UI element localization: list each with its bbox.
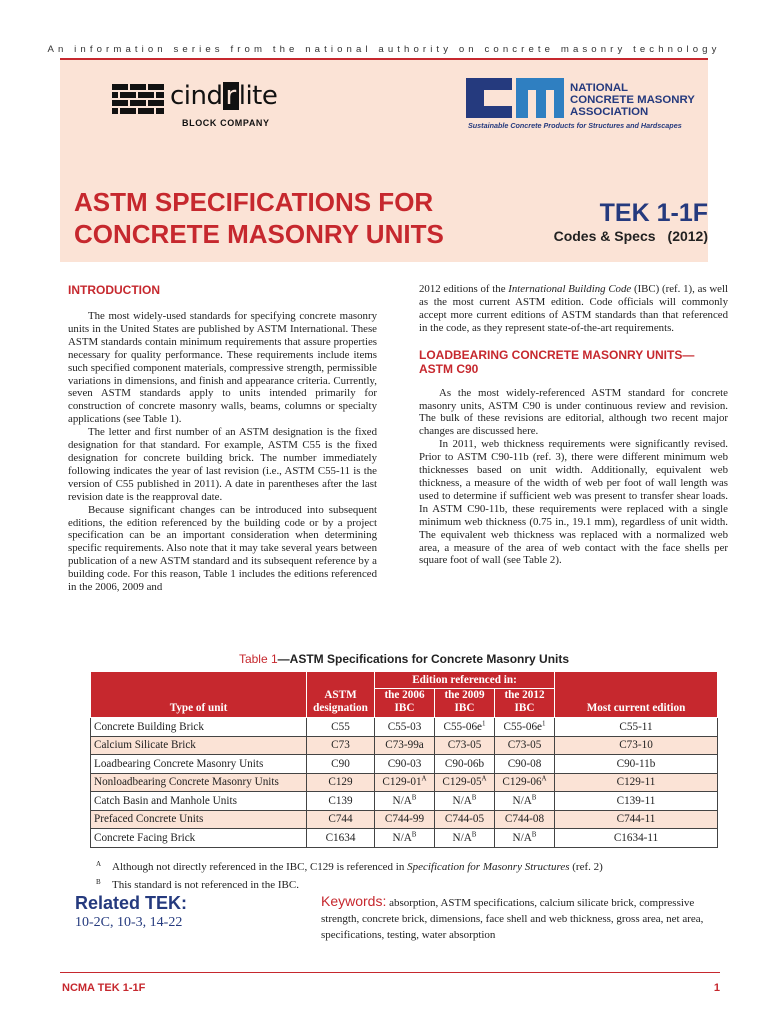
table-row — [91, 792, 718, 811]
ncma-name: NATIONAL CONCRETE MASONRY ASSOCIATION — [570, 82, 695, 118]
cell-current: C1634-11 — [555, 829, 718, 848]
paragraph: 2012 editions of the International Building Code (IBC) (ref. 1), as well as the most current ASTM edition. Code officials will commonly accept more current editions of ASTM standards than that referenced in the code, as they represent state-of-the-art requirements. — [419, 283, 729, 334]
cell-ibc-2006: $N/A^B$ — [375, 792, 435, 811]
header-current: Most current edition — [555, 672, 718, 718]
paragraph: In 2011, web thickness requirements were significantly revised. Prior to ASTM C90-11b (ref. 3), there were different minimum web thicknesses based on unit width. Additionally, equivalent web thickness, a measure of the width of web per foot of wall length was used to determine if sufficient web was present to transfer shear loads. In ASTM C90-11b, these requirements were replaced with a single minimum web thickness (0.75 in., 19.1 mm), regardless of unit width. The equivalent web thickness was replaced with a normalized web area, a measure of the area of web contact with the face shells per square foot of wall (see Table 2). — [419, 438, 728, 567]
cell-astm: C90 — [307, 755, 375, 774]
cell-ibc-2006: C73-99a — [375, 736, 435, 755]
footer-doc-id: NCMA TEK 1-1F — [62, 982, 146, 994]
tek-number: TEK 1-1F — [599, 199, 708, 227]
cell-ibc-2009: C744-05 — [435, 810, 495, 829]
loadbearing-heading: LOADBEARING CONCRETE MASONRY UNITS— ASTM C90 — [419, 347, 695, 376]
related-tek-list[interactable]: 10-2C, 10-3, 14-22 — [75, 915, 183, 930]
footnote: B This standard is not referenced in the IBC. — [96, 878, 299, 891]
header-banner — [60, 58, 708, 262]
cindrlite-wordmark: cind r lite — [170, 81, 278, 111]
cell-ibc-2009: $C129-05^A$ — [435, 773, 495, 792]
cell-astm: C73 — [307, 736, 375, 755]
ncma-cm-mark — [462, 76, 566, 120]
left-column — [68, 283, 377, 594]
cell-current: C744-11 — [555, 810, 718, 829]
cell-ibc-2006: C55-03 — [375, 718, 435, 737]
cell-astm: C129 — [307, 773, 375, 792]
cell-current: C90-11b — [555, 755, 718, 774]
cell-current: C73-10 — [555, 736, 718, 755]
table-row — [91, 810, 718, 829]
paragraph: The letter and first number of an ASTM designation is the fixed designation for that standard. For example, ASTM C55 is the fixed designation for concrete building brick. The number immediately following indicates the year of last revision (i.e., ASTM C55-11 is the version of C55 published in 2011). A date in parentheses after the last revision date is the reapproval date. — [68, 426, 377, 503]
cell-ibc-2009: $N/A^B$ — [435, 792, 495, 811]
astm-specifications-table — [90, 671, 718, 848]
cell-ibc-2009: $C55-06e^1$ — [435, 718, 495, 737]
cell-ibc-2012: $C55-06e^1$ — [495, 718, 555, 737]
cell-ibc-2006: C744-99 — [375, 810, 435, 829]
header-ibc-2006: the 2006 IBC — [375, 689, 435, 718]
cell-ibc-2009: $N/A^B$ — [435, 829, 495, 848]
header-astm: ASTM designation — [307, 672, 375, 718]
ncma-tagline: Sustainable Concrete Products for Structures and Hardscapes — [468, 121, 682, 130]
document-title: ASTM SPECIFICATIONS FOR CONCRETE MASONRY UNITS — [74, 187, 444, 249]
cindrlite-logo — [112, 82, 302, 130]
cell-astm: C1634 — [307, 829, 375, 848]
cell-ibc-2012: $N/A^B$ — [495, 829, 555, 848]
cindrlite-subtitle: BLOCK COMPANY — [182, 118, 270, 128]
table-caption: Table 1—ASTM Specifications for Concrete Masonry Units — [238, 652, 570, 666]
table-row — [91, 736, 718, 755]
series-tagline: An information series from the national authority on concrete masonry technology — [47, 44, 721, 55]
paragraph: Because significant changes can be introduced into subsequent editions, the edition referenced by the building code or by a project specification can be an important consideration when determining specific requirements. Also note that it may take several years between publication of a new ASTM standard and its subsequent reference by a building code. For this reason, Table 1 includes the editions referenced in the 2006, 2009 and — [68, 503, 377, 594]
footer-divider — [60, 972, 720, 973]
keywords-label: Keywords: — [321, 893, 387, 909]
table-row — [91, 718, 718, 737]
cell-ibc-2006: $C129-01^A$ — [375, 773, 435, 792]
introduction-heading: INTRODUCTION — [68, 283, 160, 297]
cell-ibc-2012: C744-08 — [495, 810, 555, 829]
cell-astm: C55 — [307, 718, 375, 737]
table-row — [91, 755, 718, 774]
cell-ibc-2006: C90-03 — [375, 755, 435, 774]
table-footnotes — [96, 857, 603, 893]
tek-category: Codes & Specs (2012) — [553, 228, 708, 244]
cell-type: Prefaced Concrete Units — [91, 810, 307, 829]
right-column — [419, 283, 728, 567]
cell-ibc-2009: C90-06b — [435, 755, 495, 774]
header-ibc-2012: the 2012 IBC — [495, 689, 555, 718]
footnote: A Although not directly referenced in the IBC, C129 is referenced in Specification for Masonry Structures (ref. 2) — [96, 860, 603, 873]
cell-type: Loadbearing Concrete Masonry Units — [91, 755, 307, 774]
cell-type: Concrete Building Brick — [91, 718, 307, 737]
cell-ibc-2009: C73-05 — [435, 736, 495, 755]
cell-type: Concrete Facing Brick — [91, 829, 307, 848]
cell-type: Calcium Silicate Brick — [91, 736, 307, 755]
header-edition-group: Edition referenced in: — [375, 672, 555, 689]
cell-type: Catch Basin and Manhole Units — [91, 792, 307, 811]
cell-type: Nonloadbearing Concrete Masonry Units — [91, 773, 307, 792]
table-row — [91, 773, 718, 792]
cell-current: C139-11 — [555, 792, 718, 811]
cell-ibc-2012: C73-05 — [495, 736, 555, 755]
cell-astm: C744 — [307, 810, 375, 829]
ncma-logo — [460, 74, 708, 136]
table-row — [91, 829, 718, 848]
cell-ibc-2006: $N/A^B$ — [375, 829, 435, 848]
paragraph: The most widely-used standards for specifying concrete masonry units in the United States are published by ASTM International. These ASTM standards contain minimum requirements that assure properties necessary for quality performance. These requirements include items such specified component materials, compressive strength, permissible variations in dimensions, and finish and appearance criteria. Currently, seven ASTM standards apply to units intended primarily for construction of concrete masonry walls, beams, columns or specialty applications (see Table 1). — [68, 310, 377, 426]
cell-current: C55-11 — [555, 718, 718, 737]
keywords-text: absorption, ASTM specifications, calcium silicate brick, compressive strength, concrete brick, dimensions, face shell and web thickness, gross area, net area, specifications, testing, water absorption — [321, 897, 704, 941]
related-tek-heading: Related TEK: — [75, 893, 188, 913]
header-ibc-2009: the 2009 IBC — [435, 689, 495, 718]
keywords — [321, 893, 709, 943]
brick-wall-icon — [112, 84, 166, 114]
cell-ibc-2012: C90-08 — [495, 755, 555, 774]
header-type: Type of unit — [91, 672, 307, 718]
table-1 — [90, 652, 718, 848]
page-number: 1 — [713, 982, 720, 994]
cell-ibc-2012: $C129-06^A$ — [495, 773, 555, 792]
cell-astm: C139 — [307, 792, 375, 811]
paragraph: As the most widely-referenced ASTM standard for concrete masonry units, ASTM C90 is under continuous review and revision. The bulk of these revisions are editorial, although two recent major changes are discussed here. — [419, 386, 728, 438]
cell-current: C129-11 — [555, 773, 718, 792]
cell-ibc-2012: $N/A^B$ — [495, 792, 555, 811]
